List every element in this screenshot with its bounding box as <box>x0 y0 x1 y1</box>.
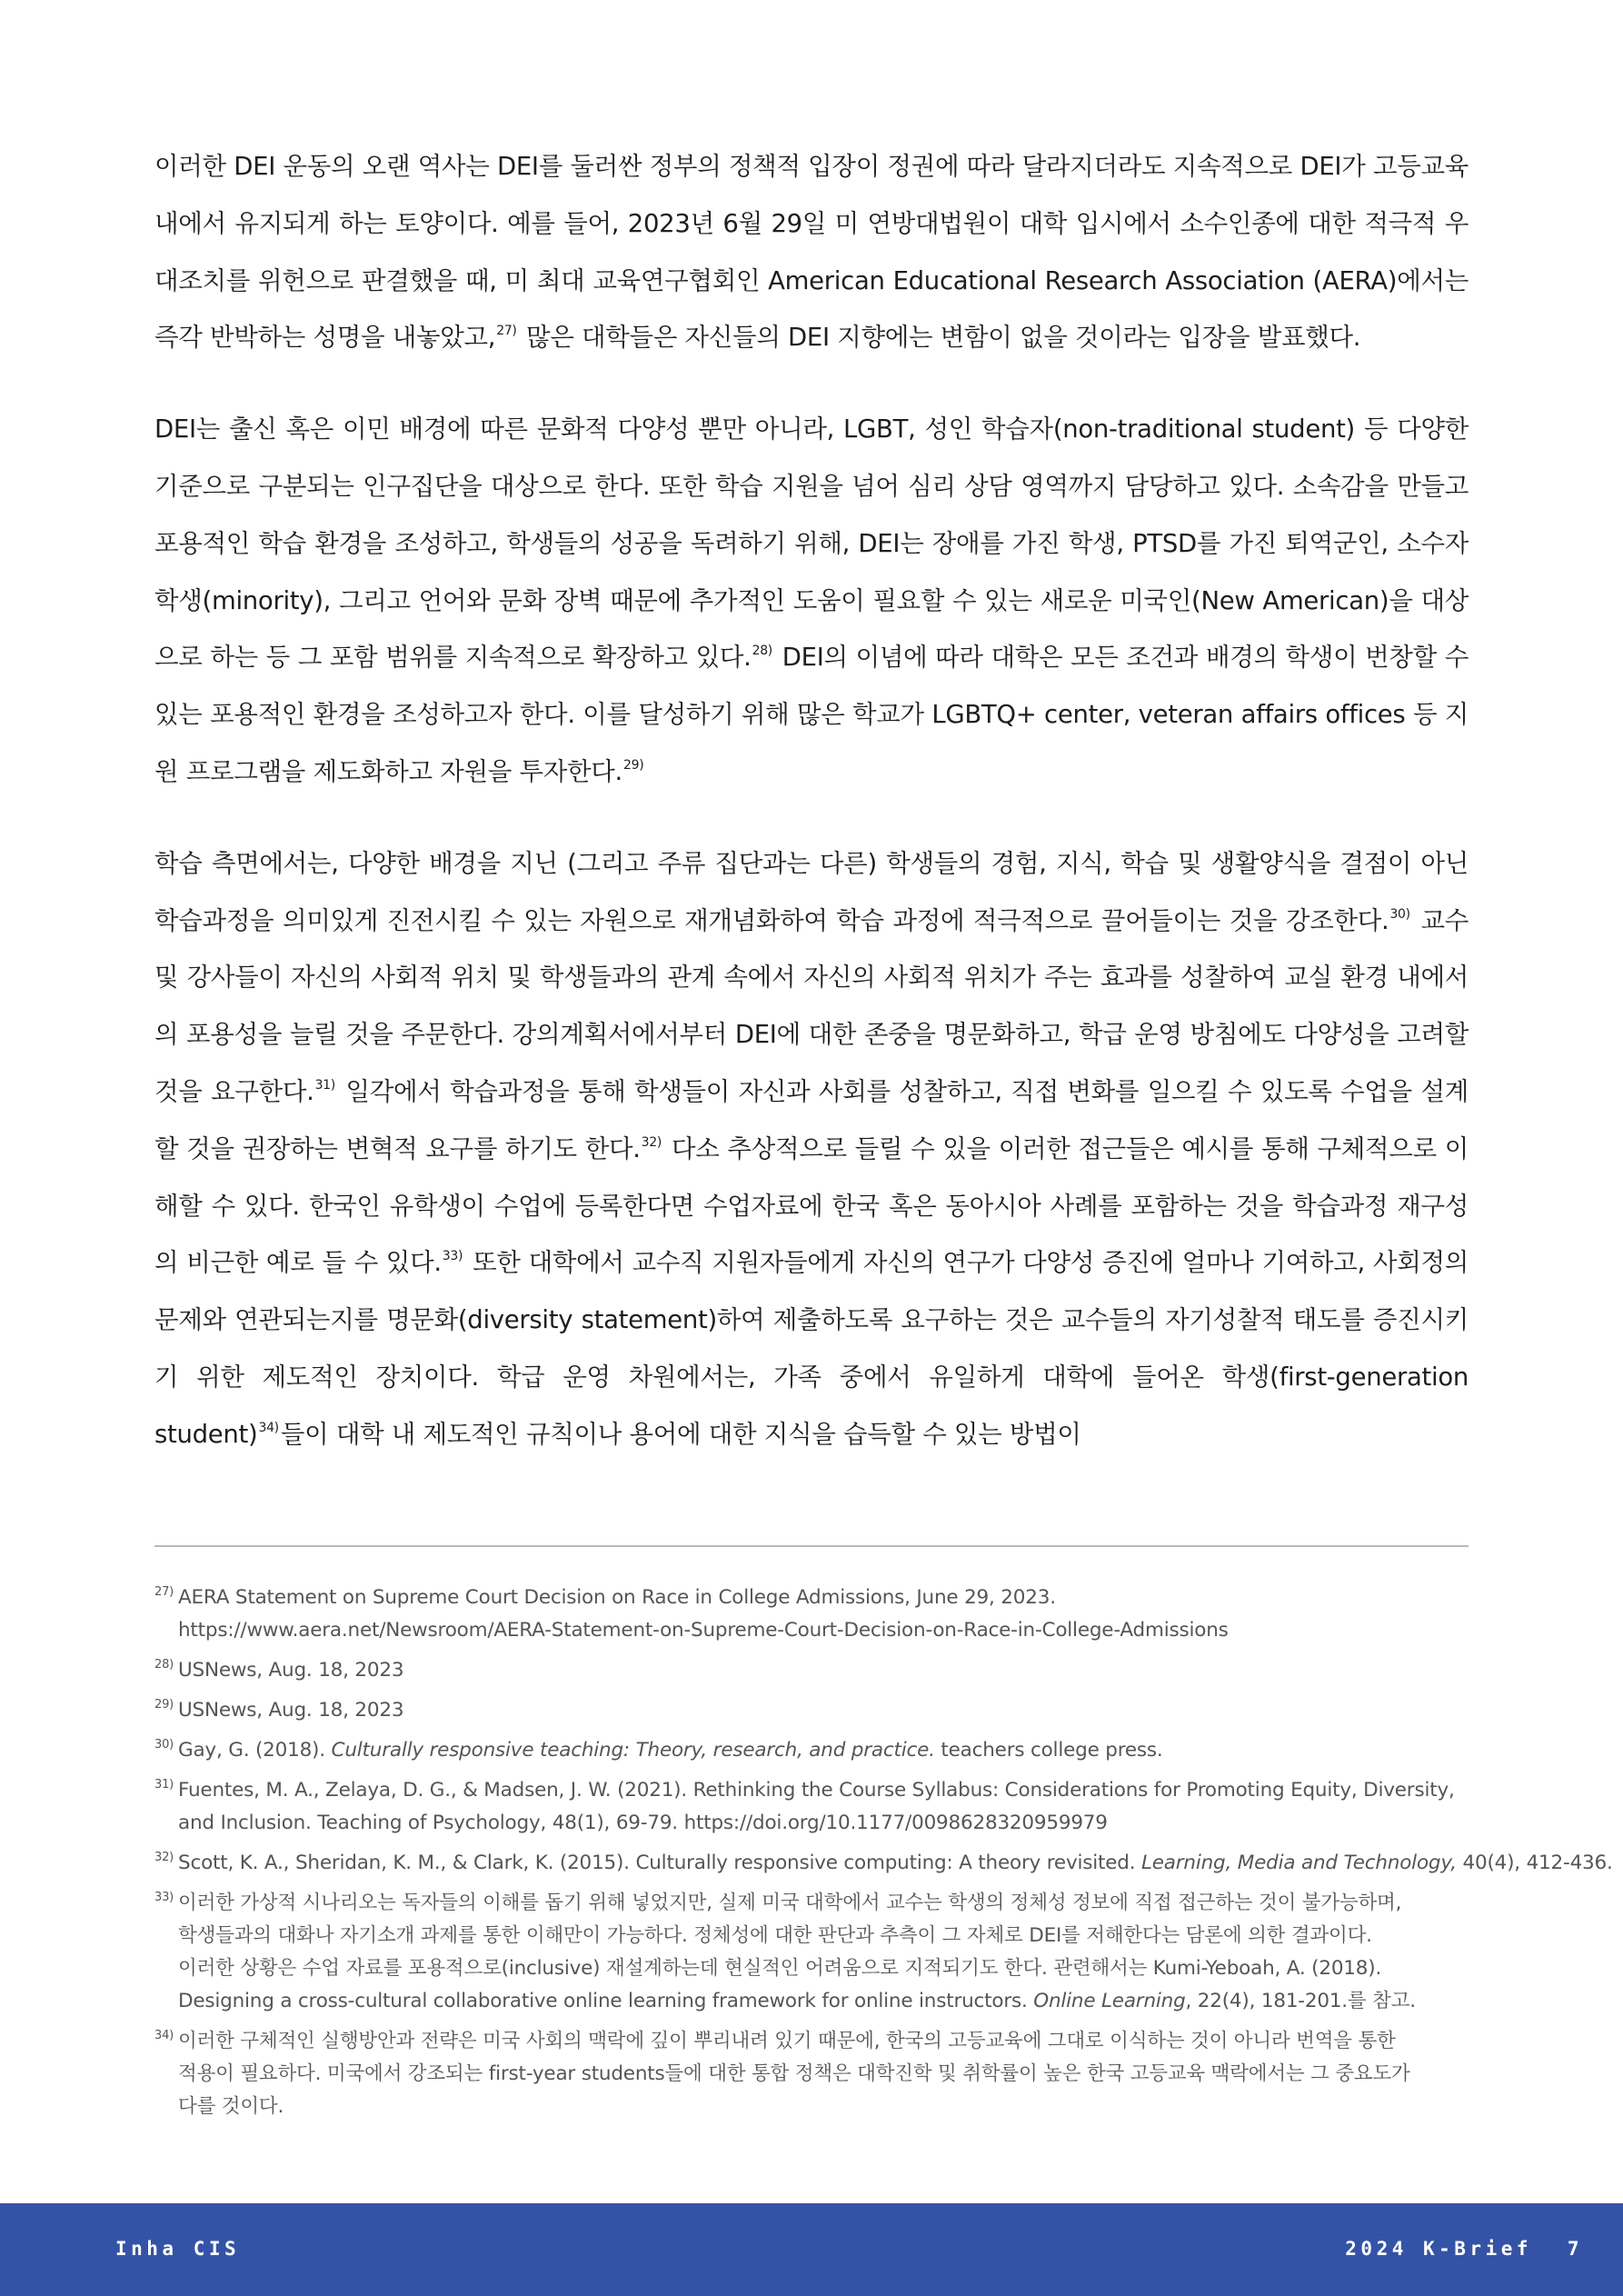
body-text-run: 다소 추상적으로 들릴 수 있을 이러한 접근들은 예시를 통해 구체적으로 이해할 수 있다. 한국인 유학생이 수업에 등록한다면 수업자료에 한국 혹은 동아시아 사례를 포함하는 것을 학습과정 재구성의 비근한 예로 들 수 있다. <box>154 1133 1469 1278</box>
footnote-text: 적용이 필요하다. 미국에서 강조되는 first-year students들에 대한 통합 정책은 대학진학 및 취학률이 높은 한국 고등교육 맥락에서는 그 중요도가 <box>178 2062 1410 2085</box>
body-text-run: 들이 대학 내 제도적인 규칙이나 용어에 대한 지식을 습득할 수 있는 방법이 <box>280 1419 1081 1449</box>
footnote-text: Gay, G. (2018). <box>178 1739 332 1762</box>
footnote <box>154 1774 1469 1840</box>
footnote-line <box>178 1952 1469 1985</box>
body-text-run: 이러한 DEI 운동의 오랜 역사는 DEI를 둘러싼 정부의 정책적 입장이 정권에 따라 달라지더라도 지속적으로 DEI가 고등교육 내에서 유지되게 하는 토양이다. 예를 들어, 2023년 6월 29일 미 연방대법원이 대학 입시에서 소수인종에 대한 적극적 우대조치를 위헌으로 판결했을 때, 미 최대 교육연구협회인 American Educational Research Association (AERA)에서는 즉각 반박하는 성명을 내놓았고, <box>154 152 1469 353</box>
footnote <box>154 1694 1469 1727</box>
footnote-line <box>178 1920 1469 1952</box>
footnote-text: , 22(4), 181-201.를 참고. <box>1185 1990 1416 2012</box>
footnote-ref: 32) <box>641 1134 662 1150</box>
footnote-ref: 28) <box>752 644 772 659</box>
footnote <box>154 1582 1469 1647</box>
footnote-line <box>178 2025 1469 2058</box>
footnote-number: 29) <box>154 1698 174 1712</box>
footnote-number: 30) <box>154 1738 174 1752</box>
footnote-text: AERA Statement on Supreme Court Decision on Race in College Admissions, June 29, 2023. <box>178 1586 1056 1609</box>
footnote-line <box>178 1774 1469 1807</box>
footnote-line <box>178 1734 1469 1767</box>
footnote <box>154 1887 1469 2018</box>
footnote-line <box>178 1807 1469 1840</box>
footnote-text: Designing a cross-cultural collaborative online learning framework for online instructors. <box>178 1990 1034 2012</box>
footnote-italic: Online Learning <box>1033 1990 1186 2012</box>
page-footer <box>0 2203 1623 2296</box>
footer-series: 2024 K-Brief <box>1345 2238 1532 2260</box>
footnote-ref: 31) <box>314 1077 335 1093</box>
footnote-line <box>178 1887 1469 1920</box>
footnote-line <box>178 2058 1469 2091</box>
footnote <box>154 2025 1469 2123</box>
footnote-line <box>178 1847 1613 1880</box>
footnote-number: 33) <box>154 1891 174 1904</box>
footnote-line <box>178 1614 1469 1647</box>
footnote-line <box>178 1654 1469 1687</box>
footnote-text: 이러한 가상적 시나리오는 독자들의 이해를 돕기 위해 넣었지만, 실제 미국 대학에서 교수는 학생의 정체성 정보에 직접 접근하는 것이 불가능하며, <box>178 1892 1402 1914</box>
footnote-number: 32) <box>154 1851 174 1864</box>
footnote-number: 28) <box>154 1658 174 1672</box>
body-paragraph <box>154 835 1469 1463</box>
body-text-run: 많은 대학들은 자신들의 DEI 지향에는 변함이 없을 것이라는 입장을 발표했다. <box>518 323 1361 353</box>
footnote <box>154 1847 1613 1880</box>
footnote-number: 27) <box>154 1585 174 1599</box>
footnote-text: https://www.aera.net/Newsroom/AERA-Statement-on-Supreme-Court-Decision-on-Race-in-College-Admissions <box>178 1619 1229 1642</box>
footnote-ref: 27) <box>496 324 517 339</box>
footnote <box>154 1734 1469 1767</box>
footnote-line <box>178 1694 1469 1727</box>
page-number: 7 <box>1567 2238 1583 2260</box>
footnote-text: 다를 것이다. <box>178 2095 284 2118</box>
footnote-text: teachers college press. <box>934 1739 1163 1762</box>
footnote-italic: Culturally responsive teaching: Theory, research, and practice. <box>331 1739 935 1762</box>
footnote-line <box>178 1582 1469 1614</box>
footnote-number: 31) <box>154 1778 174 1792</box>
body-paragraph <box>154 401 1469 801</box>
footnote-text: 이러한 상황은 수업 자료를 포용적으로(inclusive) 재설계하는데 현실적인 어려움으로 지적되기도 한다. 관련해서는 Kumi-Yeboah, A. (2018). <box>178 1957 1382 1980</box>
footnote-text: USNews, Aug. 18, 2023 <box>178 1659 404 1682</box>
footer-publisher: Inha CIS <box>115 2238 241 2260</box>
footnote-italic: Learning, Media and Technology, <box>1141 1852 1457 1874</box>
footnote-line <box>178 2091 1469 2123</box>
footnote-text: Fuentes, M. A., Zelaya, D. G., & Madsen, J. W. (2021). Rethinking the Course Syllabus: Considerations for Promoting Equity, Diversity, <box>178 1779 1455 1802</box>
body-text-run: 또한 대학에서 교수직 지원자들에게 자신의 연구가 다양성 증진에 얼마나 기여하고, 사회정의 문제와 연관되는지를 명문화(diversity statement)하여 제출하도록 요구하는 것은 교수들의 자기성찰적 태도를 증진시키기 위한 제도적인 장치이다. 학급 운영 차원에서는, 가족 중에서 유일하게 대학에 들어온 학생(first-generation student) <box>154 1248 1469 1449</box>
footnote-line <box>178 1985 1469 2018</box>
footnote-text: and Inclusion. Teaching of Psychology, 48(1), 69-79. https://doi.org/10.1177/0098628320959979 <box>178 1812 1108 1834</box>
footnote-text: 이러한 구체적인 실행방안과 전략은 미국 사회의 맥락에 깊이 뿌리내려 있기 때문에, 한국의 고등교육에 그대로 이식하는 것이 아니라 번역을 통한 <box>178 2030 1396 2052</box>
footnote-ref: 30) <box>1389 906 1410 922</box>
footnote <box>154 1654 1469 1687</box>
footnotes <box>154 1582 1613 2131</box>
body-text-run: DEI는 출신 혹은 이민 배경에 따른 문화적 다양성 뿐만 아니라, LGBT, 성인 학습자(non-traditional student) 등 다양한 기준으로 구분되는 인구집단을 대상으로 한다. 또한 학습 지원을 넘어 심리 상담 영역까지 담당하고 있다. 소속감을 만들고 포용적인 학습 환경을 조성하고, 학생들의 성공을 독려하기 위해, DEI는 장애를 가진 학생, PTSD를 가진 퇴역군인, 소수자 학생(minority), 그리고 언어와 문화 장벽 때문에 추가적인 도움이 필요할 수 있는 새로운 미국인(New American)을 대상으로 하는 등 그 포함 범위를 지속적으로 확장하고 있다. <box>154 414 1469 673</box>
footnote-text: USNews, Aug. 18, 2023 <box>178 1699 404 1722</box>
footnote-ref: 34) <box>258 1420 279 1435</box>
footnote-ref: 29) <box>622 757 644 773</box>
footnote-text: Scott, K. A., Sheridan, K. M., & Clark, K. (2015). Culturally responsive computing: A theory revisited. <box>178 1852 1141 1874</box>
footnote-ref: 33) <box>442 1249 463 1264</box>
footnote-text: 학생들과의 대화나 자기소개 과제를 통한 이해만이 가능하다. 정체성에 대한 판단과 추측이 그 자체로 DEI를 저해한다는 담론에 의한 결과이다. <box>178 1924 1372 1947</box>
body-text-run: 학습 측면에서는, 다양한 배경을 지닌 (그리고 주류 집단과는 다른) 학생들의 경험, 지식, 학습 및 생활양식을 결점이 아닌 학습과정을 의미있게 진전시킬 수 있는 자원으로 재개념화하여 학습 과정에 적극적으로 끌어들이는 것을 강조한다. <box>154 848 1469 935</box>
body-text-run: 일각에서 학습과정을 통해 학생들이 자신과 사회를 성찰하고, 직접 변화를 일으킬 수 있도록 수업을 설계할 것을 권장하는 변혁적 요구를 하기도 한다. <box>154 1076 1469 1163</box>
body-text-run: 교수 및 강사들이 자신의 사회적 위치 및 학생들과의 관계 속에서 자신의 사회적 위치가 주는 효과를 성찰하여 교실 환경 내에서의 포용성을 늘릴 것을 주문한다. 강의계획서에서부터 DEI에 대한 존중을 명문화하고, 학급 운영 방침에도 다양성을 고려할 것을 요구한다. <box>154 905 1469 1106</box>
footnote-text: 40(4), 412-436. <box>1456 1852 1613 1874</box>
footnote-number: 34) <box>154 2029 174 2042</box>
footnote-divider <box>154 1545 1469 1547</box>
body-text-run: DEI의 이념에 따라 대학은 모든 조건과 배경의 학생이 번창할 수 있는 포용적인 환경을 조성하고자 한다. 이를 달성하기 위해 많은 학교가 LGBTQ+ center, veteran affairs offices 등 지원 프로그램을 제도화하고 자원을 투자한다. <box>154 643 1469 786</box>
body-text <box>154 138 1469 1463</box>
body-paragraph <box>154 138 1469 366</box>
